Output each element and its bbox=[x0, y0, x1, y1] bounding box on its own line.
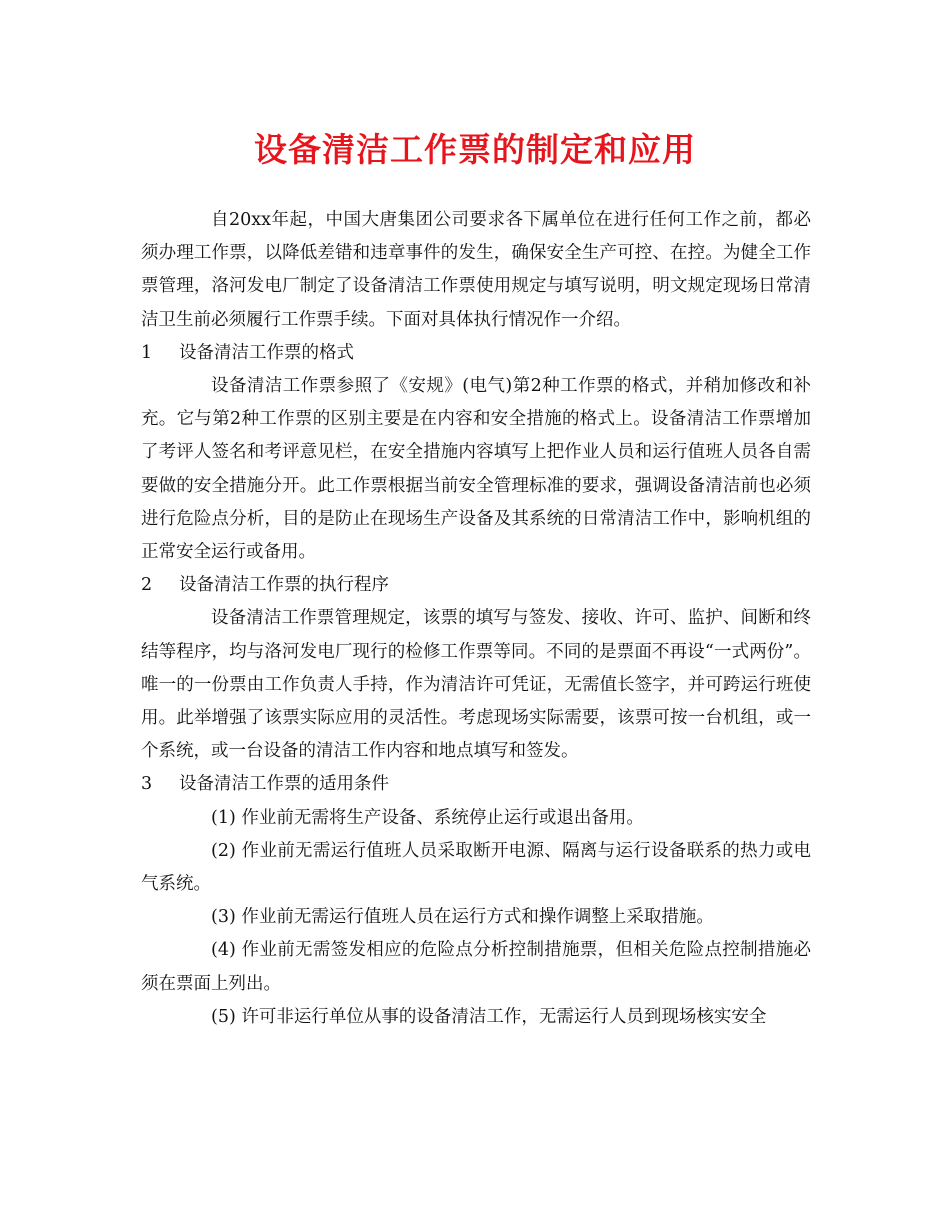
condition-item-2: (2) 作业前无需运行值班人员采取断开电源、隔离与运行设备联系的热力或电气系统。 bbox=[141, 840, 811, 895]
section-1-paragraph: 设备清洁工作票参照了《安规》(电气)第2种工作票的格式，并稍加修改和补充。它与第2种工作票的区别主要是在内容和安全措施的格式上。设备清洁工作票增加了考评人签名和考评意见栏，在安全措施内容填写上把作业人员和运行值班人员各自需要做的安全措施分开。此工作票根据当前安全管理标准的要求，强调设备清洁前也必须进行危险点分析，目的是防止在现场生产设备及其系统的日常清洁工作中，影响机组的正常安全运行或备用。 bbox=[141, 376, 811, 563]
condition-item-5: (5) 许可非运行单位从事的设备清洁工作，无需运行人员到现场核实安全 bbox=[211, 1006, 767, 1027]
document-body bbox=[141, 204, 811, 1034]
section-number: 2 bbox=[141, 575, 153, 596]
section-heading-3 bbox=[141, 768, 811, 801]
condition-item-4: (4) 作业前无需签发相应的危险点分析控制措施票，但相关危险点控制措施必须在票面上列出。 bbox=[141, 940, 811, 994]
section-heading-text: 设备清洁工作票的执行程序 bbox=[179, 575, 389, 596]
intro-paragraph: 自20xx年起，中国大唐集团公司要求各下属单位在进行任何工作之前，都必须办理工作票，以降低差错和违章事件的发生，确保安全生产可控、在控。为健全工作票管理，洛河发电厂制定了设备清洁工作票使用规定与填写说明，明文规定现场日常清洁卫生前必须履行工作票手续。下面对具体执行情况作一介绍。 bbox=[141, 210, 811, 330]
section-heading-text: 设备清洁工作票的格式 bbox=[179, 342, 354, 363]
section-number: 1 bbox=[141, 342, 153, 363]
section-heading-2 bbox=[141, 569, 811, 602]
section-2-paragraph: 设备清洁工作票管理规定，该票的填写与签发、接收、许可、监护、间断和终结等程序，均与洛河发电厂现行的检修工作票等同。不同的是票面不再设“一式两份”。唯一的一份票由工作负责人手持，作为清洁许可凭证，无需值长签字，并可跨运行班使用。此举增强了该票实际应用的灵活性。考虑现场实际需要，该票可按一台机组，或一个系统，或一台设备的清洁工作内容和地点填写和签发。 bbox=[141, 608, 811, 762]
document-title: 设备清洁工作票的制定和应用 bbox=[254, 130, 696, 169]
section-heading-1 bbox=[141, 337, 811, 370]
condition-item-3: (3) 作业前无需运行值班人员在运行方式和操作调整上采取措施。 bbox=[211, 907, 714, 928]
section-number: 3 bbox=[141, 774, 153, 795]
condition-item-1: (1) 作业前无需将生产设备、系统停止运行或退出备用。 bbox=[211, 807, 644, 828]
section-heading-text: 设备清洁工作票的适用条件 bbox=[179, 774, 389, 795]
